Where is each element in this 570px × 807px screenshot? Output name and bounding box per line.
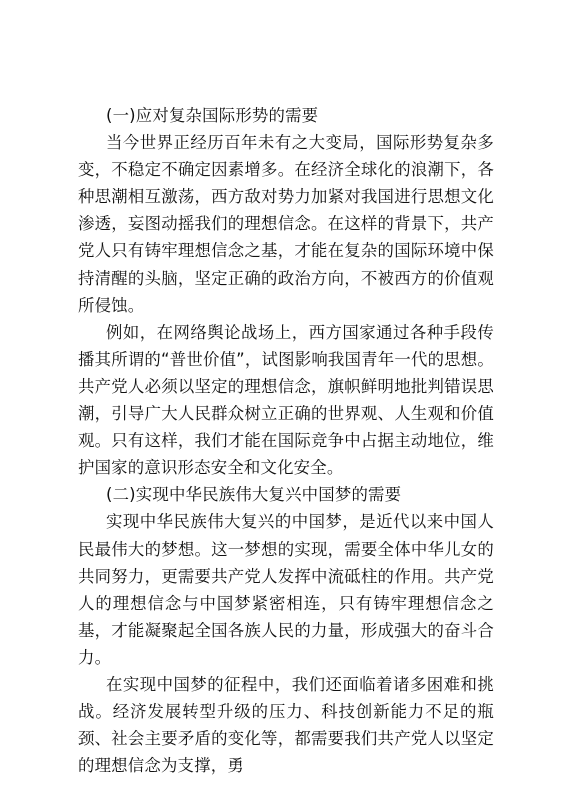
document-body: [78, 102, 494, 779]
paragraph: 在实现中国梦的征程中，我们还面临着诸多困难和挑战。经济发展转型升级的压力、科技创新能力不足的瓶颈、社会主要矛盾的变化等，都需要我们共产党人以坚定的理想信念为支撑，勇: [78, 674, 494, 776]
paragraph: 例如，在网络舆论战场上，西方国家通过各种手段传播其所谓的“普世价值”，试图影响我国青年一代的思想。共产党人必须以坚定的理想信念，旗帜鲜明地批判错误思潮，引导广大人民群众树立正确的世界观、人生观和价值观。只有这样，我们才能在国际竞争中占据主动地位，维护国家的意识形态安全和文化安全。: [78, 322, 494, 478]
section-heading-2: (二)实现中华民族伟大复兴中国梦的需要: [106, 485, 402, 505]
paragraph: 实现中华民族伟大复兴的中国梦，是近代以来中国人民最伟大的梦想。这一梦想的实现，需要全体中华儿女的共同努力，更需要共产党人发挥中流砥柱的作用。共产党人的理想信念与中国梦紧密相连，只有铸牢理想信念之基，才能凝聚起全国各族人民的力量，形成强大的奋斗合力。: [78, 512, 494, 667]
section-heading-1: (一)应对复杂国际形势的需要: [106, 106, 319, 125]
paragraph: 当今世界正经历百年未有之大变局，国际形势复杂多变，不稳定不确定因素增多。在经济全球化的浪潮下，各种思潮相互激荡，西方敌对势力加紧对我国进行思想文化渗透，妄图动摇我们的理想信念。在这样的背景下，共产党人只有铸牢理想信念之基，才能在复杂的国际环境中保持清醒的头脑，坚定正确的政治方向，不被西方的价值观所侵蚀。: [78, 133, 494, 315]
